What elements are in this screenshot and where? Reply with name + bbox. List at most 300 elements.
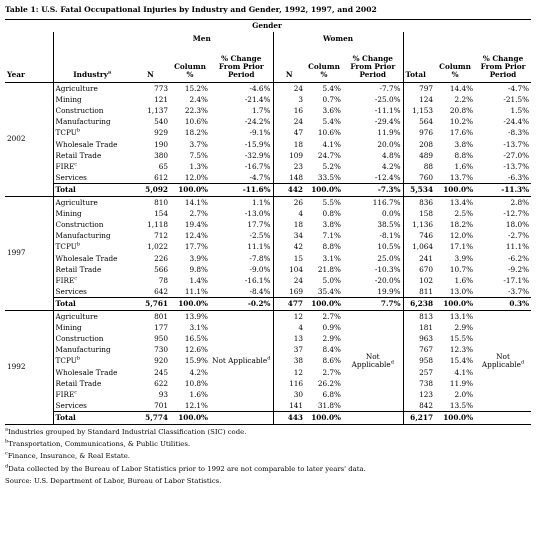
footnote-text: Data collected by the Bureau of Labor Statistics prior to 1992 are not comparable to later years' data. [8, 464, 366, 473]
total-n-cell: 88 [403, 161, 435, 172]
men-pct-change-cell: -24.2% [244, 117, 271, 127]
men-column-pct-cell: 7.5% [189, 150, 208, 160]
total-pct-change-cell: -21.5% [503, 94, 530, 104]
total-n-cell: 811 [403, 286, 435, 298]
table-row [5, 172, 531, 184]
women-column-pct-cell: 33.5% [317, 173, 341, 183]
women-n-header: N [273, 46, 305, 82]
industry-label: Mining [55, 208, 82, 218]
women-column-pct-cell: 0.7% [322, 94, 341, 104]
women-column-pct-cell: 8.6% [322, 356, 341, 366]
men-n-cell: 701 [154, 401, 168, 411]
total-n-cell: 1,064 [403, 241, 435, 252]
total-column-pct-cell: 4.1% [454, 367, 474, 377]
women-column-pct-cell: 2.7% [322, 367, 341, 377]
total-row [5, 298, 531, 310]
total-row [5, 412, 531, 424]
total-n-cell: 670 [403, 264, 435, 275]
year-cell: 2002 [5, 82, 53, 196]
women-pct-change-cell: 4.2% [381, 161, 401, 171]
total-column-pct-cell: 10.2% [449, 117, 474, 127]
men-pct-change-cell: -16.7% [244, 161, 271, 171]
industry-cell [53, 230, 131, 241]
total-pct-change-total: 0.3% [475, 298, 531, 310]
women-pct-change-cell: -8.1% [379, 231, 401, 241]
total-n-cell: 208 [403, 139, 435, 150]
total-n-cell: 181 [403, 322, 435, 333]
header-row-gender [5, 20, 531, 33]
women-column-pct-cell: 7.1% [322, 231, 341, 241]
men-n-cell: 810 [154, 197, 168, 207]
men-n-cell: 566 [154, 264, 168, 274]
women-column-pct-cell: 35.4% [317, 287, 341, 297]
women-column-pct-cell: 31.8% [317, 401, 341, 411]
total-n-cell: 564 [403, 116, 435, 127]
industry-cell [53, 275, 131, 286]
men-column-pct-total: 100.0% [170, 298, 210, 310]
total-pct-change-total: -11.3% [475, 184, 531, 196]
women-pct-change-cell: -11.1% [374, 105, 401, 115]
industry-label: FIRE [55, 161, 75, 171]
industry-label: Agriculture [55, 311, 98, 321]
women-pct-change-cell: 11.9% [377, 128, 401, 138]
industry-cell [53, 82, 131, 94]
total-n-cell: 842 [403, 400, 435, 412]
women-n-cell: 169 [273, 286, 305, 298]
men-n-cell: 245 [154, 367, 168, 377]
women-pct-change-cell: 19.9% [377, 287, 401, 297]
women-n-cell: 104 [273, 264, 305, 275]
year-cell: 1992 [5, 310, 53, 424]
total-n-cell: 102 [403, 275, 435, 286]
total-label: Total [53, 412, 131, 424]
women-n-cell: 4 [273, 322, 305, 333]
men-column-pct-cell: 12.1% [184, 401, 208, 411]
total-n-cell: 738 [403, 378, 435, 389]
industry-label: Services [55, 287, 87, 297]
women-n-cell: 16 [273, 105, 305, 116]
women-pct-change-header: % Change From Prior Period [343, 46, 403, 82]
total-n-total: 6,238 [403, 298, 435, 310]
women-n-cell: 34 [273, 230, 305, 241]
men-n-cell: 93 [158, 389, 168, 399]
women-column-pct-cell: 6.8% [322, 389, 341, 399]
industry-label: TCPU [55, 242, 77, 252]
women-column-pct-cell: 5.0% [322, 275, 341, 285]
men-n-cell: 712 [154, 231, 168, 241]
men-n-cell: 1,118 [147, 219, 168, 229]
women-n-cell: 47 [273, 127, 305, 138]
table-title: Table 1: U.S. Fatal Occupational Injuries by Industry and Gender, 1992, 1997, and 2002 [5, 5, 377, 14]
women-pct-change-cell: -12.4% [374, 173, 401, 183]
header-row-sex [5, 32, 531, 46]
industry-label: Mining [55, 322, 82, 332]
women-pct-change-cell: -10.3% [374, 264, 401, 274]
men-column-pct-cell: 1.3% [189, 161, 208, 171]
total-pct-change-cell: 11.1% [505, 242, 530, 252]
women-column-pct-cell: 3.1% [322, 253, 341, 263]
total-column-pct-cell: 13.4% [449, 197, 474, 207]
total-n-cell: 836 [403, 196, 435, 208]
table-row [5, 208, 531, 219]
industry-cell [53, 116, 131, 127]
table-row [5, 264, 531, 275]
total-column-pct-cell: 2.5% [454, 208, 474, 218]
women-n-cell: 42 [273, 241, 305, 252]
women-pct-change-cell: 20.0% [377, 139, 401, 149]
footnote-marker: b [5, 438, 9, 445]
men-column-pct-cell: 10.8% [184, 378, 208, 388]
industry-label: Wholesale Trade [55, 139, 118, 149]
industry-cell [53, 161, 131, 172]
women-column-pct-cell: 24.7% [317, 150, 341, 160]
men-n-cell: 380 [154, 150, 168, 160]
table-row [5, 82, 531, 94]
men-n-cell: 801 [154, 311, 168, 321]
total-pct-change-cell: -3.7% [508, 287, 530, 297]
table-row [5, 286, 531, 298]
total-column-pct-header: Column % [435, 46, 475, 82]
industry-cell [53, 196, 131, 208]
women-n-cell: 3 [273, 94, 305, 105]
women-column-pct-cell: 2.9% [322, 333, 341, 343]
women-n-cell: 12 [273, 367, 305, 378]
men-pct-change-cell: -13.0% [244, 208, 271, 218]
industry-cell [53, 150, 131, 161]
men-column-pct-cell: 18.2% [184, 128, 208, 138]
women-pct-change-cell: -29.4% [374, 117, 401, 127]
total-pct-change-cell: -17.1% [503, 275, 530, 285]
total-pct-change-cell: -6.3% [508, 173, 530, 183]
table-row [5, 161, 531, 172]
total-column-pct-cell: 3.8% [454, 139, 474, 149]
women-n-cell: 116 [273, 378, 305, 389]
not-applicable-text: Not Applicable [351, 351, 391, 369]
total-column-pct-cell: 13.5% [449, 401, 474, 411]
men-n-total: 5,761 [131, 298, 170, 310]
table-row [5, 219, 531, 230]
footnote-marker: b [76, 241, 81, 248]
industry-label: Services [55, 173, 87, 183]
women-pct-change-cell: 0.0% [381, 208, 401, 218]
men-n-cell: 1,022 [147, 242, 168, 252]
year-header: Year [5, 46, 53, 82]
total-n-cell: 746 [403, 230, 435, 241]
year-cell: 1997 [5, 196, 53, 310]
total-pct-change-cell: -27.0% [503, 150, 530, 160]
header-row-columns [5, 46, 531, 82]
men-column-pct-cell: 3.1% [189, 322, 208, 332]
men-column-pct-cell: 11.1% [184, 287, 208, 297]
industry-cell [53, 378, 131, 389]
total-n-header: Total [403, 46, 435, 82]
total-pct-change-cell: 18.0% [505, 219, 530, 229]
table-row [5, 230, 531, 241]
women-column-pct-cell: 26.2% [317, 378, 341, 388]
total-n-cell: 797 [403, 82, 435, 94]
industry-cell [53, 322, 131, 333]
women-column-pct-cell: 5.4% [322, 83, 341, 93]
men-pct-change-total: -0.2% [210, 298, 273, 310]
footnote-text: Industries grouped by Standard Industrial Classification (SIC) code. [7, 427, 247, 436]
industry-label: Agriculture [55, 197, 98, 207]
men-column-pct-cell: 13.9% [184, 311, 208, 321]
total-column-pct-total: 100.0% [435, 298, 475, 310]
women-n-cell: 13 [273, 333, 305, 344]
total-pct-change-cell: -8.3% [508, 128, 530, 138]
men-pct-change-cell: -16.1% [244, 275, 271, 285]
footnote-marker: b [76, 355, 81, 362]
not-applicable-text: Not Applicable [481, 351, 521, 369]
women-n-cell: 15 [273, 253, 305, 264]
women-pct-change-total: 7.7% [343, 298, 403, 310]
industry-label: Services [55, 401, 87, 411]
men-pct-change-cell: -21.4% [244, 94, 271, 104]
women-n-cell: 23 [273, 161, 305, 172]
industry-header: Industry$^a$ [53, 46, 131, 82]
footnote-marker: d [520, 359, 525, 366]
men-header: Men [192, 33, 211, 43]
total-n-cell: 123 [403, 389, 435, 400]
total-pct-change-cell: -6.2% [508, 253, 530, 263]
footnote [5, 476, 531, 486]
table-row [5, 241, 531, 252]
men-column-pct-cell: 1.6% [189, 389, 208, 399]
women-column-pct-cell: 0.8% [322, 208, 341, 218]
total-n-cell: 241 [403, 253, 435, 264]
men-column-pct-cell: 22.3% [184, 105, 208, 115]
total-n-cell: 158 [403, 208, 435, 219]
total-n-cell: 767 [403, 344, 435, 355]
industry-label: Manufacturing [55, 345, 111, 355]
industry-cell [53, 355, 131, 366]
men-n-cell: 920 [154, 356, 168, 366]
men-pct-change-cell: -7.8% [249, 253, 271, 263]
women-column-pct-header: Column % [305, 46, 343, 82]
men-column-pct-cell: 3.7% [189, 139, 208, 149]
total-column-pct-cell: 2.2% [454, 94, 474, 104]
women-n-cell: 24 [273, 275, 305, 286]
men-pct-change-cell: 11.1% [247, 242, 271, 252]
fatal-injuries-table [5, 19, 531, 425]
men-pct-change-cell: -2.5% [249, 231, 271, 241]
total-pct-change-cell: -9.2% [508, 264, 530, 274]
industry-cell [53, 333, 131, 344]
women-pct-change-cell: -7.7% [379, 83, 401, 93]
men-column-pct-cell: 17.7% [184, 242, 208, 252]
men-pct-change-cell: -4.6% [249, 83, 271, 93]
footnote-marker: c [74, 161, 78, 168]
women-n-cell: 4 [273, 208, 305, 219]
women-n-cell: 30 [273, 389, 305, 400]
gender-header: Gender [131, 20, 403, 33]
women-column-pct-cell: 3.8% [322, 219, 341, 229]
men-n-total: 5,092 [131, 184, 170, 196]
total-pct-change-cell: -24.4% [503, 117, 530, 127]
women-n-cell: 24 [273, 116, 305, 127]
total-column-pct-cell: 14.4% [449, 83, 474, 93]
women-pct-change-cell: -20.0% [374, 275, 401, 285]
women-n-cell: 18 [273, 219, 305, 230]
footnote [5, 464, 531, 474]
industry-cell [53, 139, 131, 150]
men-column-pct-cell: 12.6% [184, 345, 208, 355]
total-column-pct-cell: 10.7% [449, 264, 474, 274]
industry-label: Mining [55, 94, 82, 104]
table-row [5, 310, 531, 322]
women-n-cell: 18 [273, 139, 305, 150]
men-column-pct-cell: 19.4% [184, 219, 208, 229]
men-column-pct-total: 100.0% [170, 184, 210, 196]
total-column-pct-cell: 12.3% [449, 345, 474, 355]
women-pct-change-cell: 10.5% [377, 242, 401, 252]
women-n-cell: 109 [273, 150, 305, 161]
footnote-marker: a [5, 426, 8, 433]
footnote [5, 439, 531, 449]
men-n-cell: 773 [154, 83, 168, 93]
industry-cell [53, 253, 131, 264]
women-pct-change-cell: 25.0% [377, 253, 401, 263]
women-column-pct-cell: 5.5% [322, 197, 341, 207]
men-column-pct-cell: 2.4% [189, 94, 208, 104]
men-n-cell: 154 [154, 208, 168, 218]
men-pct-change-cell: 1.7% [251, 105, 271, 115]
men-n-cell: 950 [154, 333, 168, 343]
men-n-cell: 929 [154, 128, 168, 138]
men-n-cell: 177 [154, 322, 168, 332]
industry-cell [53, 241, 131, 252]
industry-label: FIRE [55, 389, 75, 399]
women-column-pct-cell: 21.8% [317, 264, 341, 274]
industry-cell [53, 344, 131, 355]
total-column-pct-cell: 13.7% [449, 173, 474, 183]
men-column-pct-cell: 2.7% [189, 208, 208, 218]
total-n-cell: 813 [403, 310, 435, 322]
men-column-pct-cell: 12.0% [184, 173, 208, 183]
total-n-cell: 958 [403, 355, 435, 366]
footnote-marker: d [390, 359, 394, 366]
women-column-pct-cell: 5.4% [322, 117, 341, 127]
footnote-text: Transportation, Communications, & Public Utilities. [8, 440, 191, 448]
total-pct-change-cell: -13.7% [503, 139, 530, 149]
table-row [5, 105, 531, 116]
table-row [5, 127, 531, 138]
total-n-cell: 1,136 [403, 219, 435, 230]
men-n-cell: 730 [154, 345, 168, 355]
industry-cell [53, 208, 131, 219]
industry-cell [53, 219, 131, 230]
total-column-pct-cell: 17.6% [449, 128, 474, 138]
women-n-total: 443 [273, 412, 305, 424]
table-row [5, 94, 531, 105]
total-n-cell: 257 [403, 367, 435, 378]
industry-label: TCPU [55, 128, 77, 138]
men-n-cell: 642 [154, 287, 168, 297]
women-not-applicable [343, 310, 403, 412]
industry-label: Wholesale Trade [55, 253, 118, 263]
footnote-marker: d [267, 355, 271, 362]
women-n-total: 477 [273, 298, 305, 310]
total-column-pct-cell: 11.9% [449, 378, 474, 388]
women-pct-change-cell: 116.7% [372, 197, 401, 207]
women-column-pct-total: 100.0% [305, 298, 343, 310]
total-n-cell: 124 [403, 94, 435, 105]
women-header: Women [273, 32, 403, 46]
industry-cell [53, 389, 131, 400]
industry-label: TCPU [55, 356, 77, 366]
footnotes [5, 427, 531, 487]
total-pct-change-cell: 2.8% [510, 197, 530, 207]
men-pct-change-cell: 17.7% [247, 219, 271, 229]
industry-label: FIRE [55, 275, 75, 285]
industry-cell [53, 105, 131, 116]
total-column-pct-total: 100.0% [435, 184, 475, 196]
industry-cell [53, 172, 131, 184]
men-column-pct-cell: 10.6% [184, 117, 208, 127]
men-n-cell: 190 [154, 139, 168, 149]
men-column-pct-total: 100.0% [170, 412, 210, 424]
footnote [5, 451, 531, 461]
total-column-pct-cell: 8.8% [454, 150, 474, 160]
total-column-pct-cell: 15.5% [449, 333, 474, 343]
total-label: Total [53, 184, 131, 196]
industry-cell [53, 94, 131, 105]
footnote-text: Finance, Insurance, & Real Estate. [7, 452, 130, 461]
not-applicable-text: Not Applicable [212, 355, 268, 365]
men-n-header: N [131, 46, 170, 82]
total-pct-change-cell: -13.7% [503, 161, 530, 171]
women-n-cell: 141 [273, 400, 305, 412]
men-n-cell: 622 [154, 378, 168, 388]
men-n-cell: 540 [154, 117, 168, 127]
footnote-marker: c [5, 451, 8, 458]
women-pct-change-cell: -25.0% [374, 94, 401, 104]
women-n-cell: 12 [273, 310, 305, 322]
table-row [5, 275, 531, 286]
women-column-pct-cell: 4.1% [322, 139, 341, 149]
men-n-cell: 65 [158, 161, 168, 171]
women-pct-change-cell: 4.8% [381, 150, 401, 160]
total-column-pct-cell: 2.0% [454, 389, 474, 399]
women-column-pct-cell: 0.9% [322, 322, 341, 332]
men-n-total: 5,774 [131, 412, 170, 424]
footnote [5, 427, 531, 437]
men-pct-change-cell: -9.0% [249, 264, 271, 274]
industry-label: Manufacturing [55, 117, 111, 127]
men-column-pct-cell: 15.9% [184, 356, 208, 366]
table-row [5, 196, 531, 208]
men-column-pct-cell: 14.1% [184, 197, 208, 207]
total-column-pct-cell: 13.1% [449, 311, 474, 321]
total-pct-change-cell: -12.7% [503, 208, 530, 218]
women-n-cell: 37 [273, 344, 305, 355]
total-pct-change-cell: 1.5% [510, 105, 530, 115]
industry-label: Construction [55, 333, 104, 343]
men-n-cell: 78 [158, 275, 168, 285]
industry-cell [53, 286, 131, 298]
women-n-cell: 38 [273, 355, 305, 366]
total-column-pct-cell: 1.6% [454, 275, 474, 285]
footnote-marker: b [76, 127, 81, 134]
men-column-pct-cell: 1.4% [189, 275, 208, 285]
industry-label: Agriculture [55, 83, 98, 93]
men-pct-change-total [210, 412, 273, 424]
footnote-text: Source: U.S. Department of Labor, Bureau of Labor Statistics. [5, 477, 222, 486]
women-column-pct-cell: 10.6% [317, 128, 341, 138]
industry-cell [53, 264, 131, 275]
women-n-cell: 24 [273, 82, 305, 94]
footnote-marker: d [5, 463, 9, 470]
